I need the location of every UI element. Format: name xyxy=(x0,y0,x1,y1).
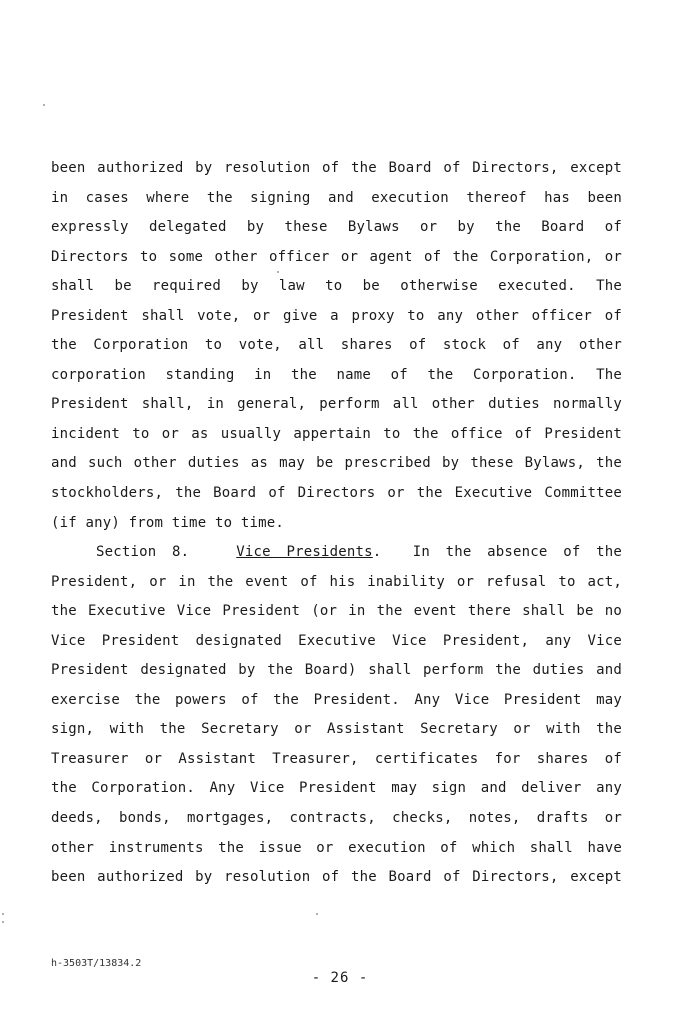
text-line: in cases where the signing and execution thereof has been xyxy=(51,189,622,206)
text-line: deeds, bonds, mortgages, contracts, checks, notes, drafts or xyxy=(51,810,622,827)
document-body xyxy=(51,156,622,895)
text-line: the Executive Vice President (or in the event there shall be no xyxy=(51,603,622,620)
text-line: President shall, in general, perform all other duties normally xyxy=(51,396,622,413)
text-line: other instruments the issue or execution of which shall have xyxy=(51,839,622,856)
document-reference-code: h-3503T/13834.2 xyxy=(51,958,142,969)
text-line: exercise the powers of the President. Any Vice President may xyxy=(51,691,622,708)
text-line: President, or in the event of his inability or refusal to act, xyxy=(51,573,622,590)
scan-speck xyxy=(277,271,279,273)
text-line: and such other duties as may be prescribed by these Bylaws, the xyxy=(51,455,622,472)
text-line: incident to or as usually appertain to the office of President xyxy=(51,425,622,442)
text-line: (if any) from time to time. xyxy=(51,514,284,531)
text-line: shall be required by law to be otherwise executed. The xyxy=(51,278,622,295)
page-number: - 26 - xyxy=(311,970,369,986)
section-label: Section 8. xyxy=(96,544,190,561)
text-line: Directors to some other officer or agent of the Corporation, or xyxy=(51,248,622,265)
text-line: stockholders, the Board of Directors or the Executive Committee xyxy=(51,485,622,502)
text-line: Treasurer or Assistant Treasurer, certificates for shares of xyxy=(51,750,622,767)
section-heading-punct: . xyxy=(372,544,382,561)
text-line: the Corporation to vote, all shares of stock of any other xyxy=(51,337,622,354)
text-line: sign, with the Secretary or Assistant Secretary or with the xyxy=(51,721,622,738)
text-line: Vice President designated Executive Vice President, any Vice xyxy=(51,632,622,649)
section-heading: Vice Presidents xyxy=(236,544,373,561)
section-heading-line xyxy=(51,540,622,570)
section-first-line-text: In the absence of the xyxy=(412,544,623,561)
scan-speck xyxy=(316,913,318,915)
text-line: the Corporation. Any Vice President may sign and deliver any xyxy=(51,780,622,797)
scan-speck xyxy=(2,913,4,915)
text-line: expressly delegated by these Bylaws or by the Board of xyxy=(51,219,622,236)
text-line: corporation standing in the name of the Corporation. The xyxy=(51,366,622,383)
text-line: President shall vote, or give a proxy to any other officer of xyxy=(51,307,622,324)
scan-speck xyxy=(2,921,4,923)
scan-speck xyxy=(43,104,45,106)
text-line: been authorized by resolution of the Board of Directors, except xyxy=(51,869,622,886)
text-line: been authorized by resolution of the Board of Directors, except xyxy=(51,160,622,176)
text-line: President designated by the Board) shall perform the duties and xyxy=(51,662,622,679)
